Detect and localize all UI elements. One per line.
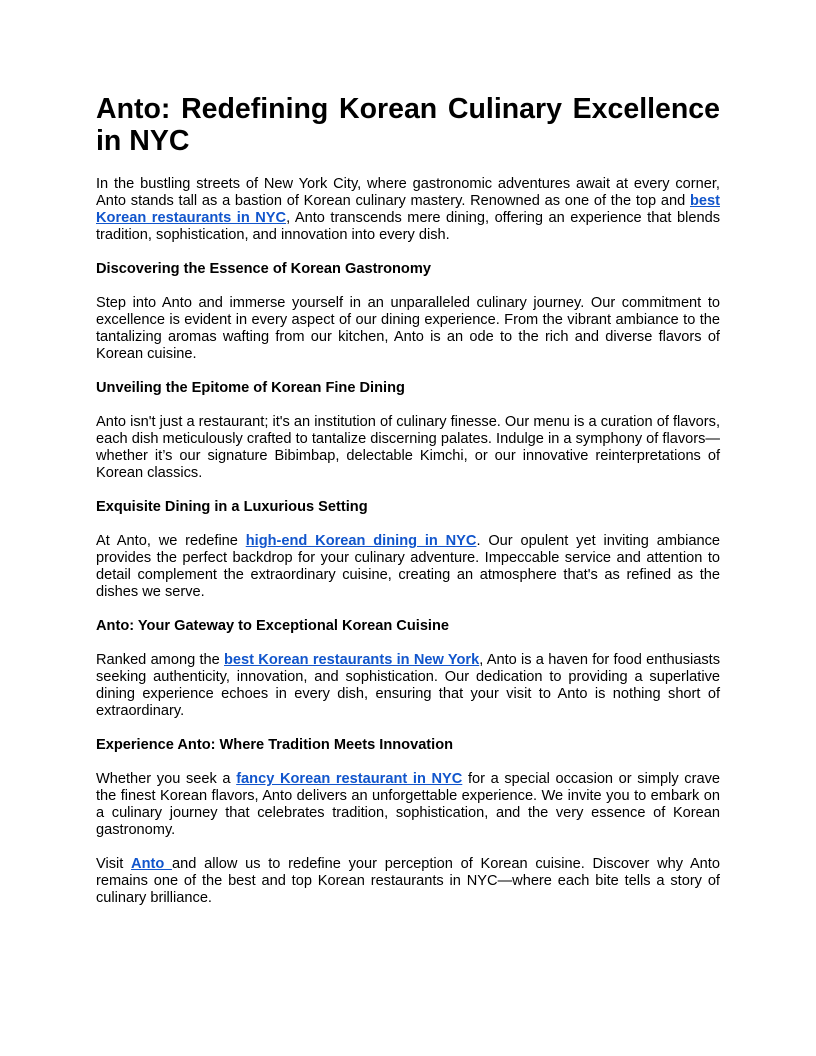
fancy-korean-restaurant-link[interactable]: fancy Korean restaurant in NYC xyxy=(236,771,463,787)
paragraph: Anto isn't just a restaurant; it's an institution of culinary finesse. Our menu is a curation of flavors, each dish meticulously crafted to tantalize discerning palates. Indulge in a symphony of flavors—whether it’s our signature Bibimbap, delectable Kimchi, or our innovative reinterpretations of Korean classics. xyxy=(96,414,720,481)
paragraph xyxy=(96,533,720,601)
section-heading: Experience Anto: Where Tradition Meets Innovation xyxy=(96,737,454,753)
text: , Anto transcends mere dining, offering an experience that blends tradition, sophistication, and innovation into every dish. xyxy=(96,210,720,243)
text: . Our opulent yet inviting ambiance provides the perfect backdrop for your culinary adventure. Impeccable service and attention to detail complement the extraordinary cuisine, creating an atmosphere that's as refined as the dishes we serve. xyxy=(96,533,720,600)
paragraph xyxy=(96,652,720,720)
section-heading: Discovering the Essence of Korean Gastronomy xyxy=(96,261,431,277)
text: Visit xyxy=(96,856,132,872)
anto-link[interactable]: Anto xyxy=(131,856,173,872)
best-korean-restaurants-nyc-link[interactable]: best Korean restaurants in NYC xyxy=(96,193,720,226)
paragraph xyxy=(96,771,720,839)
document-title: Anto: Redefining Korean Culinary Excellence in NYC xyxy=(96,93,720,157)
intro-paragraph xyxy=(96,176,720,244)
closing-paragraph xyxy=(96,856,720,907)
section-heading: Exquisite Dining in a Luxurious Setting xyxy=(96,499,368,515)
document-page xyxy=(96,93,720,924)
section-heading: Unveiling the Epitome of Korean Fine Dining xyxy=(96,380,405,396)
best-korean-restaurants-new-york-link[interactable]: best Korean restaurants in New York xyxy=(224,652,480,668)
high-end-korean-dining-link[interactable]: high-end Korean dining in NYC xyxy=(245,533,477,549)
text: Whether you seek a xyxy=(96,771,237,787)
text: Ranked among the xyxy=(96,652,225,668)
section-heading: Anto: Your Gateway to Exceptional Korean Cuisine xyxy=(96,618,450,634)
text: and allow us to redefine your perception of Korean cuisine. Discover why Anto remains one of the best and top Korean restaurants in NYC—where each bite tells a story of culinary brilliance. xyxy=(96,856,720,906)
text: In the bustling streets of New York City, where gastronomic adventures await at every corner, Anto stands tall as a bastion of Korean culinary mastery. Renowned as one of the top and xyxy=(96,176,720,209)
text: , Anto is a haven for food enthusiasts seeking authenticity, innovation, and sophistication. Our dedication to providing a superlative dining experience echoes in every dish, ensuring that your visit to Anto is nothing short of extraordinary. xyxy=(96,652,721,719)
paragraph: Step into Anto and immerse yourself in an unparalleled culinary journey. Our commitment to excellence is evident in every aspect of our dining experience. From the vibrant ambiance to the tantalizing aromas wafting from our kitchen, Anto is an ode to the rich and diverse flavors of Korean cuisine. xyxy=(96,295,720,362)
text: for a special occasion or simply crave the finest Korean flavors, Anto delivers an unforgettable experience. We invite you to embark on a culinary journey that celebrates tradition, sophistication, and the very essence of Korean gastronomy. xyxy=(96,771,720,838)
text: At Anto, we redefine xyxy=(96,533,246,549)
